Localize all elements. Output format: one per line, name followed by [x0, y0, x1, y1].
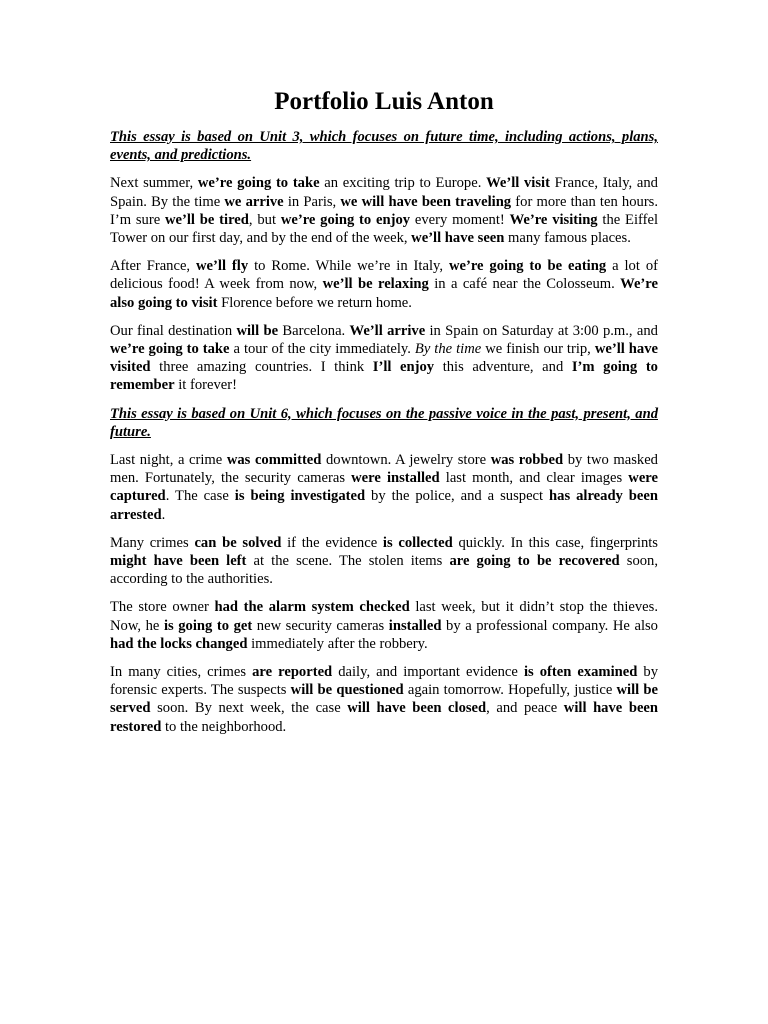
- text-run: Next summer,: [110, 175, 198, 192]
- text-run: Last night, a crime: [110, 452, 227, 469]
- text-run: by the police, and a suspect: [365, 488, 550, 505]
- bold-phrase: we’ll be relaxing: [322, 276, 429, 293]
- bold-phrase: is going to get: [163, 617, 253, 634]
- text-run: Florence before we return home.: [217, 294, 412, 311]
- text-run: we finish our trip,: [481, 341, 595, 358]
- bold-phrase: had the alarm system checked: [214, 599, 410, 616]
- body-paragraph: [110, 534, 658, 589]
- bold-phrase: we’ll fly: [196, 258, 249, 275]
- text-run: last week, but it didn’t stop the thieves. Now, he: [110, 599, 658, 634]
- text-run: again tomorrow. Hopefully, justice: [403, 682, 617, 699]
- text-run: this adventure, and: [434, 359, 572, 376]
- body-paragraph: [110, 322, 658, 395]
- unit-heading: [110, 128, 658, 164]
- bold-phrase: We’re also going to visit: [110, 276, 658, 311]
- text-run: This essay is based on Unit 6, which focuses on the passive voice in the past, present, and future.: [110, 405, 658, 440]
- bold-phrase: we’ll be tired: [165, 211, 249, 228]
- text-run: Many crimes: [110, 534, 195, 551]
- bold-phrase: We’ll visit: [486, 175, 550, 192]
- document-page: [110, 86, 658, 746]
- text-run: immediately after the robbery.: [247, 635, 428, 652]
- bold-phrase: has already been arrested: [110, 488, 658, 523]
- text-run: it forever!: [174, 377, 237, 394]
- text-run: in Spain on Saturday at 3:00 p.m., and: [425, 322, 658, 339]
- text-run: In many cities, crimes: [110, 664, 253, 681]
- bold-phrase: will be questioned: [290, 682, 404, 699]
- body-paragraph: [110, 257, 658, 312]
- text-run: a tour of the city immediately.: [229, 341, 415, 358]
- bold-phrase: was robbed: [490, 452, 564, 469]
- text-run: by forensic experts. The suspects: [110, 664, 658, 699]
- bold-phrase: we will have been traveling: [340, 193, 512, 210]
- bold-phrase: we’re going to take: [110, 341, 230, 358]
- text-run: The store owner: [110, 599, 215, 616]
- text-run: three amazing countries. I think: [150, 359, 373, 376]
- document-title: Portfolio Luis Anton: [274, 88, 494, 115]
- text-run: many famous places.: [504, 230, 631, 247]
- body-paragraph: [110, 598, 658, 653]
- body-paragraph: [110, 663, 658, 736]
- bold-phrase: was committed: [226, 452, 322, 469]
- text-run: last month, and clear images: [439, 470, 629, 487]
- bold-phrase: will have been restored: [110, 700, 659, 735]
- body-paragraph: [110, 174, 658, 247]
- text-run: This essay is based on Unit 3, which focuses on future time, including actions, plans, events, and predictions.: [110, 129, 658, 164]
- bold-phrase: I’ll enjoy: [372, 359, 435, 376]
- document-body: [110, 128, 658, 736]
- bold-phrase: We’re visiting: [509, 211, 598, 228]
- text-run: if the evidence: [281, 534, 383, 551]
- text-run: soon. By next week, the case: [150, 700, 348, 717]
- text-run: , but: [248, 211, 281, 228]
- text-run: to Rome. While we’re in Italy,: [248, 258, 449, 275]
- bold-phrase: will be served: [110, 682, 658, 717]
- text-run: to the neighborhood.: [161, 718, 287, 735]
- bold-phrase: were installed: [351, 470, 440, 487]
- text-run: new security cameras: [252, 617, 389, 634]
- bold-phrase: is often examined: [523, 664, 638, 681]
- text-run: by a professional company. He also: [441, 617, 658, 634]
- unit-heading: [110, 405, 658, 441]
- text-run: in Paris,: [283, 193, 341, 210]
- text-run: quickly. In this case, fingerprints: [452, 534, 658, 551]
- bold-phrase: we’re going to be eating: [448, 258, 607, 275]
- bold-phrase: will have been closed: [347, 700, 487, 717]
- bold-phrase: installed: [388, 617, 442, 634]
- bold-phrase: can be solved: [194, 534, 282, 551]
- text-run: . The case: [165, 488, 235, 505]
- text-run: , and peace: [486, 700, 564, 717]
- bold-phrase: we’ll have seen: [411, 230, 505, 247]
- bold-phrase: had the locks changed: [110, 635, 248, 652]
- text-run: an exciting trip to Europe.: [319, 175, 487, 192]
- text-run: downtown. A jewelry store: [321, 452, 491, 469]
- bold-phrase: We’ll arrive: [349, 322, 426, 339]
- bold-phrase: are reported: [252, 664, 333, 681]
- text-run: soon, according to the authorities.: [110, 553, 659, 588]
- text-run: a lot of delicious food! A week from now,: [110, 258, 658, 293]
- text-run: by two masked men. Fortunately, the security cameras: [110, 452, 658, 487]
- text-run: in a café near the Colosseum.: [428, 276, 621, 293]
- text-run: Barcelona.: [278, 322, 350, 339]
- text-run: the Eiffel Tower on our first day, and by the end of the week,: [110, 211, 658, 247]
- bold-phrase: we’re going to take: [197, 175, 320, 192]
- text-run: After France,: [110, 258, 197, 275]
- bold-phrase: is being investigated: [234, 488, 366, 505]
- text-run: at the scene. The stolen items: [246, 553, 450, 570]
- bold-phrase: will be: [236, 322, 279, 339]
- text-run: daily, and important evidence: [332, 664, 524, 681]
- text-run: for more than ten hours. I’m sure: [110, 193, 659, 228]
- bold-phrase: we arrive: [224, 193, 284, 210]
- bold-phrase: we’ll have visited: [110, 341, 658, 376]
- body-paragraph: [110, 451, 658, 524]
- text-run: every moment!: [410, 211, 510, 228]
- bold-phrase: I’m going to remember: [110, 359, 658, 394]
- italic-phrase: By the time: [414, 341, 482, 358]
- bold-phrase: are going to be recovered: [449, 553, 620, 570]
- bold-phrase: might have been left: [110, 553, 247, 570]
- text-run: France, Italy, and Spain. By the time: [110, 175, 658, 210]
- bold-phrase: we’re going to enjoy: [280, 211, 411, 228]
- text-run: .: [161, 506, 166, 523]
- bold-phrase: were captured: [110, 470, 658, 505]
- text-run: Our final destination: [110, 322, 237, 339]
- bold-phrase: is collected: [382, 534, 453, 551]
